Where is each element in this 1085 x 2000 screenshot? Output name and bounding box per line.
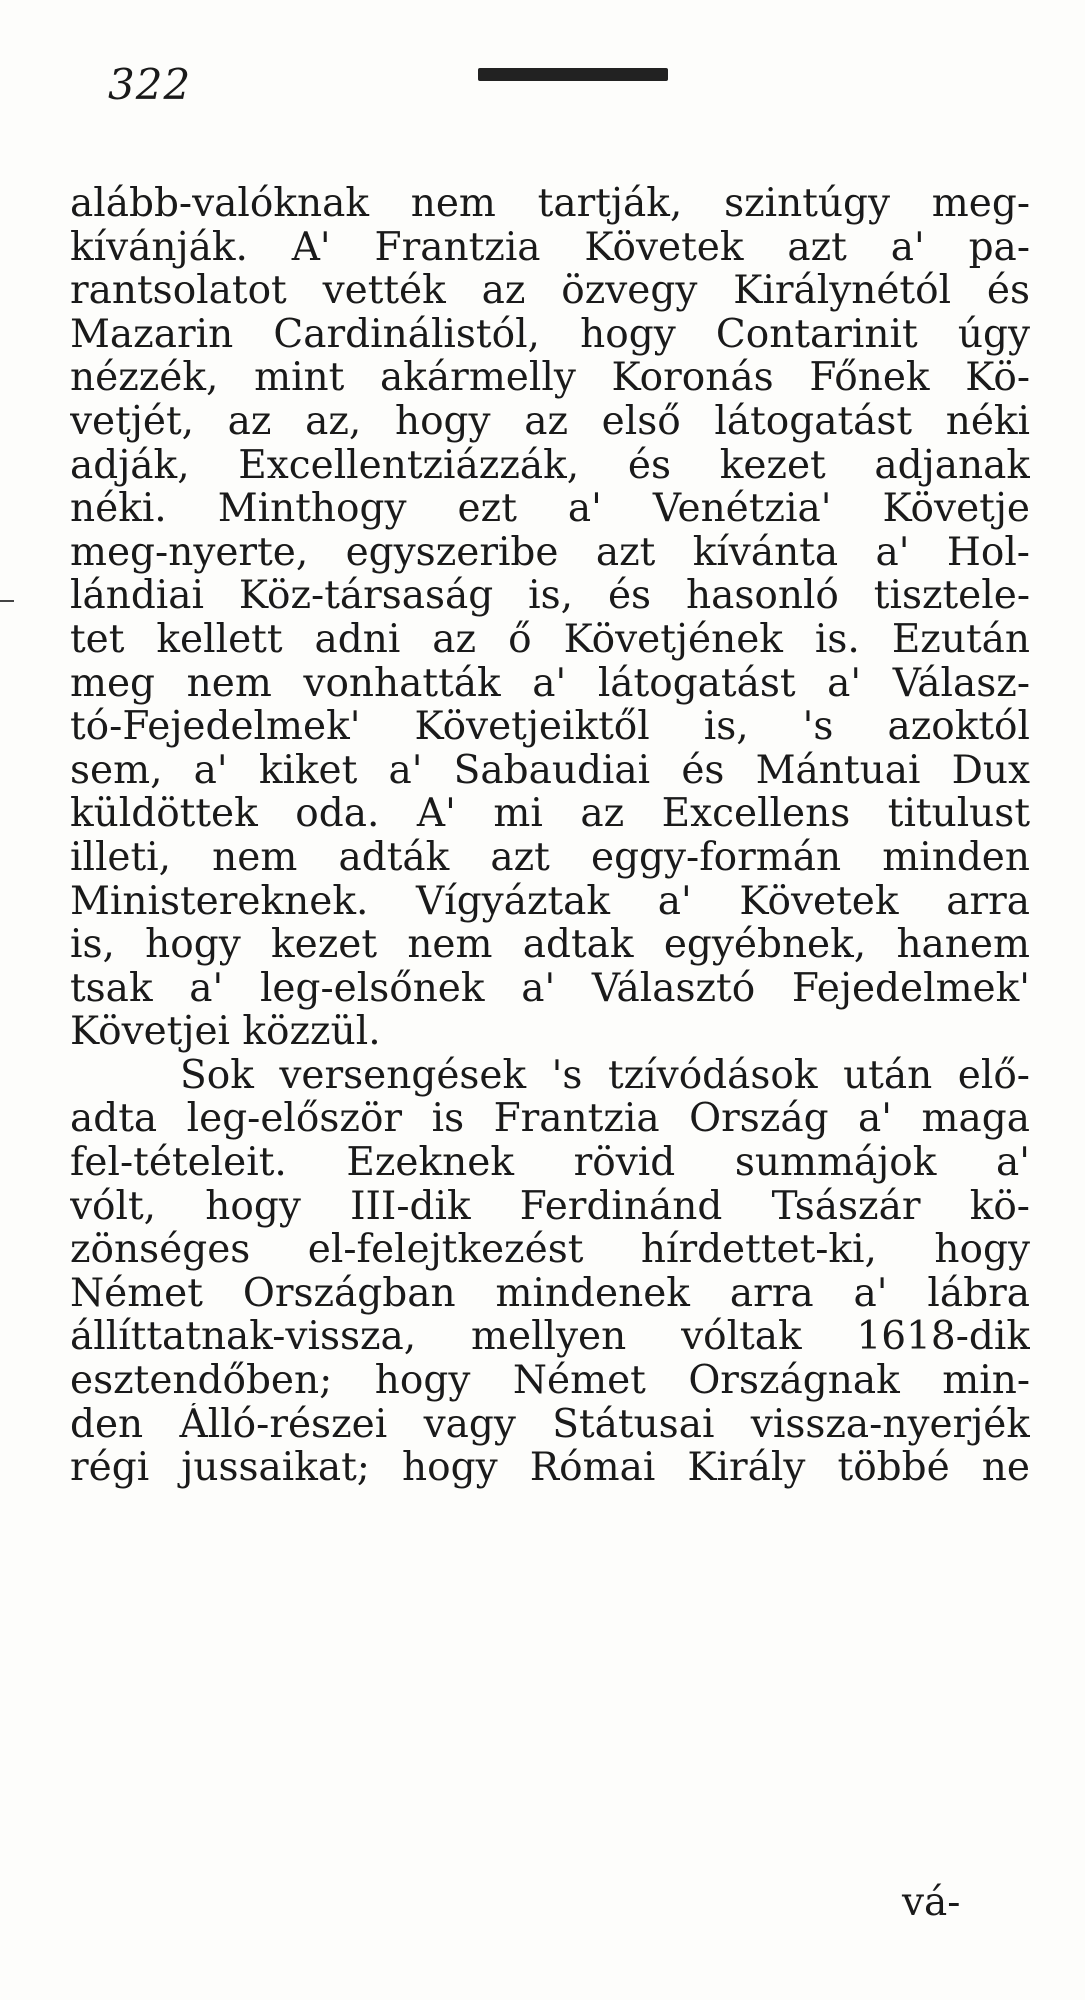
text-line: fel-tételeit. Ezeknek rövid summájok a' [70, 1141, 1030, 1185]
text-line: is, hogy kezet nem adtak egyébnek, hanem [70, 923, 1030, 967]
text-line: rantsolatot vették az özvegy Királynétól és [70, 269, 1030, 313]
text-line: tsak a' leg-elsőnek a' Választó Fejedelmek' [70, 966, 1030, 1011]
text-line-paragraph-start: Sok versengések 's tzívódások után elő- [180, 1053, 1030, 1098]
text-line: sem, a' kiket a' Sabaudiai és Mántuai Dux [70, 748, 1030, 793]
text-line: tó-Fejedelmek' Követjeiktől is, 's azoktól [70, 705, 1030, 749]
text-line: den Álló-részei vagy Státusai vissza-nyerjék [70, 1402, 1030, 1447]
catchword: vá- [902, 1880, 961, 1925]
text-line: vetjét, az az, hogy az első látogatást néki [70, 399, 1030, 444]
text-line: adják, Excellentziázzák, és kezet adjanak [70, 443, 1030, 488]
text-line: Ministereknek. Vígyáztak a' Követek arra [70, 879, 1030, 924]
text-line: néki. Minthogy ezt a' Venétzia' Követje [70, 487, 1030, 531]
text-line: kívánják. A' Frantzia Követek azt a' pa- [70, 225, 1030, 270]
text-line: esztendőben; hogy Német Országnak min- [70, 1359, 1030, 1403]
text-line: Német Országban mindenek arra a' lábra [70, 1271, 1030, 1316]
text-line: adta leg-először is Frantzia Ország a' maga [70, 1097, 1030, 1142]
text-line: meg nem vonhatták a' látogatást a' Válasz- [70, 661, 1030, 706]
text-line: Követjei közzül. [70, 1010, 381, 1054]
text-line: állíttatnak-vissza, mellyen vóltak 1618-dik [70, 1315, 1030, 1360]
text-line: illeti, nem adták azt eggy-formán minden [70, 835, 1030, 880]
text-line: küldöttek oda. A' mi az Excellens titulust [70, 792, 1030, 836]
text-line: nézzék, mint akármelly Koronás Főnek Kö- [70, 356, 1030, 400]
text-line: lándiai Köz-társaság is, és hasonló tisztele- [70, 574, 1030, 618]
margin-mark [0, 600, 14, 602]
text-line: Mazarin Cardinálistól, hogy Contarinit úgy [70, 312, 1030, 357]
text-line: régi jussaikat; hogy Római Király többé ne [70, 1446, 1030, 1490]
text-line: zönséges el-felejtkezést hírdettet-ki, hogy [70, 1228, 1030, 1272]
body-text [70, 182, 1030, 1490]
text-line: alább-valóknak nem tartják, szintúgy meg- [70, 182, 1030, 226]
text-line: meg-nyerte, egyszeribe azt kívánta a' Hol- [70, 530, 1030, 575]
text-line: tet kellett adni az ő Követjének is. Ezután [70, 617, 1030, 662]
text-line: vólt, hogy III-dik Ferdinánd Tsászár kö- [70, 1184, 1030, 1229]
header-rule [478, 68, 668, 81]
page-number: 322 [108, 60, 192, 109]
